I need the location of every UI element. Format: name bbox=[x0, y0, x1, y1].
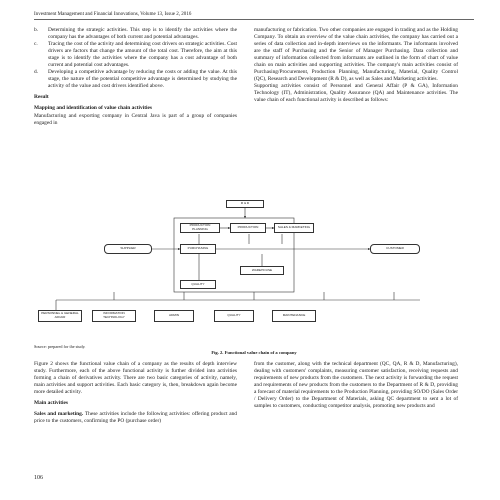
figure-source: Source: prepared for the study. bbox=[34, 344, 86, 349]
header-rule bbox=[34, 19, 474, 20]
box-admin: ADMIN bbox=[154, 310, 194, 322]
running-header: Investment Management and Financial Innovations, Volume 13, Issue 2, 2016 bbox=[34, 12, 192, 17]
subsection-heading-main-activities: Main activities bbox=[34, 400, 68, 407]
paragraph: manufacturing or fabrication. Two other companies are engaged in trading and as the Holding Company. To obtain an overview of the value chain activities, the company has carried out a series of data collection and in-depth interviews on the informants. The informants involved are the staff of Purchasing and the Senior of Manager Purchasing. Data collection and summary of information collected from informants are outlined in the form of chart of value chain on main activities and supporting activities. The company's main activities consist of Purchasing/Procurement, Production Planning, Manufacturing, Material, Quality Control (QC), Research and Development (R & D), as well as Sales and Marketing activities. bbox=[254, 27, 458, 83]
list-marker: b. bbox=[34, 27, 39, 33]
left-column-top bbox=[34, 27, 237, 127]
box-personnel-general-affair: PERSONNEL & GENERAL AFFAIR bbox=[38, 310, 82, 322]
subsection-heading-mapping: Mapping and identification of value chain activities bbox=[34, 105, 153, 112]
list-item-text: Determining the strategic activities. This step is to identify the activities where the company has the advantages of both current and potential advantages. bbox=[48, 27, 237, 41]
list-marker: c. bbox=[34, 41, 38, 48]
right-column-bottom bbox=[254, 361, 458, 410]
box-rnd: R & D bbox=[226, 200, 264, 208]
box-maintenance: MAINTENANCE bbox=[272, 310, 316, 322]
box-information-technology: INFORMATION TECHNOLOGY bbox=[92, 310, 136, 322]
list-marker: d. bbox=[34, 69, 39, 76]
paragraph bbox=[34, 411, 237, 425]
box-supplier: SUPPLIER bbox=[104, 244, 152, 254]
figure-caption: Fig. 2. Functional value chain of a company bbox=[211, 350, 297, 355]
box-production: PRODUCTION bbox=[230, 223, 266, 233]
box-purchasing: PURCHASING bbox=[180, 244, 216, 254]
list-item-text: Developing a competitive advantage by reducing the costs or adding the value. At this stage, the nature of the potential competitive advantage is determined by studying the activity of the value and cost drivers identified above. bbox=[48, 69, 237, 90]
box-production-planning: PRODUCTION PLANNING bbox=[180, 223, 220, 233]
paragraph: Manufacturing and exporting company in Central Java is part of a group of companies engaged in bbox=[34, 112, 237, 126]
paragraph-text: These activities include the following activities: offering product and price to the customers, confirming the PO (purchase order) bbox=[34, 411, 237, 425]
box-sales-marketing: SALES & MARKETING bbox=[274, 223, 314, 233]
paragraph: Supporting activities consist of Personnel and General Affair (P & GA), Information Technology (IT), Administration, Quality Assurance (QA) and Maintenance activities. The value chain of each functional activity is described as follows: bbox=[254, 83, 458, 104]
paragraph: from the customer, along with the technical department (QC, QA, R & D, Manufacturing), dealing with customers' complaints, measuring customer satisfaction, receiving requests and requirements of new products from the customers. The next activity is forwarding the request and requirements of new products from the customers to the Department of R & D, providing a forecast of material requirements to the Production Planning, providing SO/DO (Sales Order / Delivery Order) to the Department of Materials, asking QC department to sent a lot of samples to customers, conducting competitor analysis, promoting new products and bbox=[254, 361, 458, 410]
box-quality: QUALITY bbox=[180, 280, 216, 289]
list-item bbox=[34, 27, 237, 41]
list-item bbox=[34, 69, 237, 90]
list-item bbox=[34, 41, 237, 69]
page-number: 106 bbox=[34, 475, 43, 481]
left-column-bottom bbox=[34, 361, 237, 425]
value-chain-figure bbox=[34, 196, 458, 336]
right-column-top bbox=[254, 27, 458, 105]
box-customer: CUSTOMER bbox=[370, 244, 420, 254]
list-item-text: Tracing the cost of the activity and determining cost drivers on strategic activities. Cost drivers are factors that change the amount of the total cost. Therefore, the aim at this stage is to identify the activities where the company has a cost advantage of both current and potential cost advantages. bbox=[48, 41, 237, 69]
run-in-heading: Sales and marketing. bbox=[34, 411, 84, 418]
box-quality-assurance: QUALITY bbox=[214, 310, 254, 322]
section-heading-result: Result bbox=[34, 94, 49, 101]
paragraph: Figure 2 shows the functional value chain of a company as the results of depth interview study. Furthermore, each of the above functional activity is further divided into activities forming a chain of derivatives activity. There are two basic categories of activity, namely, main activities and support activities. Each basic category is, then, breakdown again become more detailed activity. bbox=[34, 361, 237, 396]
box-warehouse: WAREHOUSE bbox=[240, 266, 284, 275]
